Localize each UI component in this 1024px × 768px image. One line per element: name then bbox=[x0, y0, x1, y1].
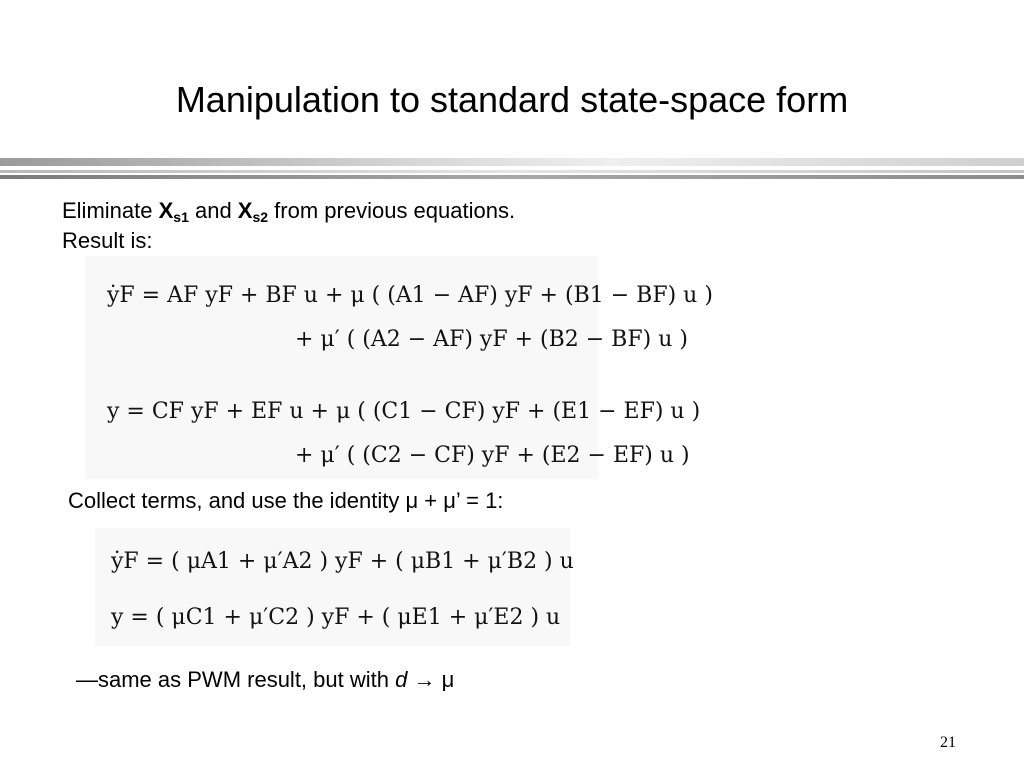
equation-1-line-3: y = CF yF + EF u + μ ( (C1 − CF) yF + (E1 − EF) u ) bbox=[107, 399, 701, 424]
var-x-1: X bbox=[158, 198, 174, 223]
var-x-1-subscript: s1 bbox=[173, 209, 189, 225]
arrow-icon: → bbox=[407, 667, 442, 692]
var-x-2: X bbox=[237, 198, 253, 223]
handwritten-equations-2 bbox=[95, 528, 574, 646]
pwm-note-line bbox=[76, 667, 454, 693]
title-divider-bottom bbox=[0, 175, 1024, 179]
eliminate-prefix: Eliminate bbox=[62, 198, 159, 223]
title-divider-middle bbox=[0, 170, 1024, 173]
slide-title: Manipulation to standard state-space form bbox=[175, 79, 849, 120]
equation-1-line-1: ẏF = AF yF + BF u + μ ( (A1 − AF) yF + (B1 − BF) u ) bbox=[107, 283, 713, 308]
equation-2-line-2: y = ( μC1 + μ′C2 ) yF + ( μE1 + μ′E2 ) u bbox=[111, 605, 561, 630]
equation-1-line-4: + μ′ ( (C2 − CF) yF + (E2 − EF) u ) bbox=[295, 443, 690, 468]
eliminate-suffix: from previous equations. bbox=[268, 198, 516, 223]
collect-terms-line: Collect terms, and use the identity μ + μ’ = 1: bbox=[68, 488, 504, 513]
eliminate-line bbox=[62, 198, 515, 230]
page-number: 21 bbox=[940, 734, 956, 751]
pwm-note-d: d bbox=[395, 667, 408, 692]
equation-1-line-2: + μ′ ( (A2 − AF) yF + (B2 − BF) u ) bbox=[295, 327, 688, 352]
pwm-note-prefix: —same as PWM result, but with bbox=[76, 667, 396, 692]
pwm-note-mu: μ bbox=[441, 667, 455, 692]
title-divider-top bbox=[0, 158, 1024, 166]
var-x-2-subscript: s2 bbox=[252, 209, 269, 225]
handwritten-equations-1 bbox=[85, 256, 713, 479]
result-line: Result is: bbox=[62, 228, 153, 253]
equation-2-line-1: ẏF = ( μA1 + μ′A2 ) yF + ( μB1 + μ′B2 ) u bbox=[111, 549, 574, 574]
eliminate-middle: and bbox=[188, 198, 238, 223]
